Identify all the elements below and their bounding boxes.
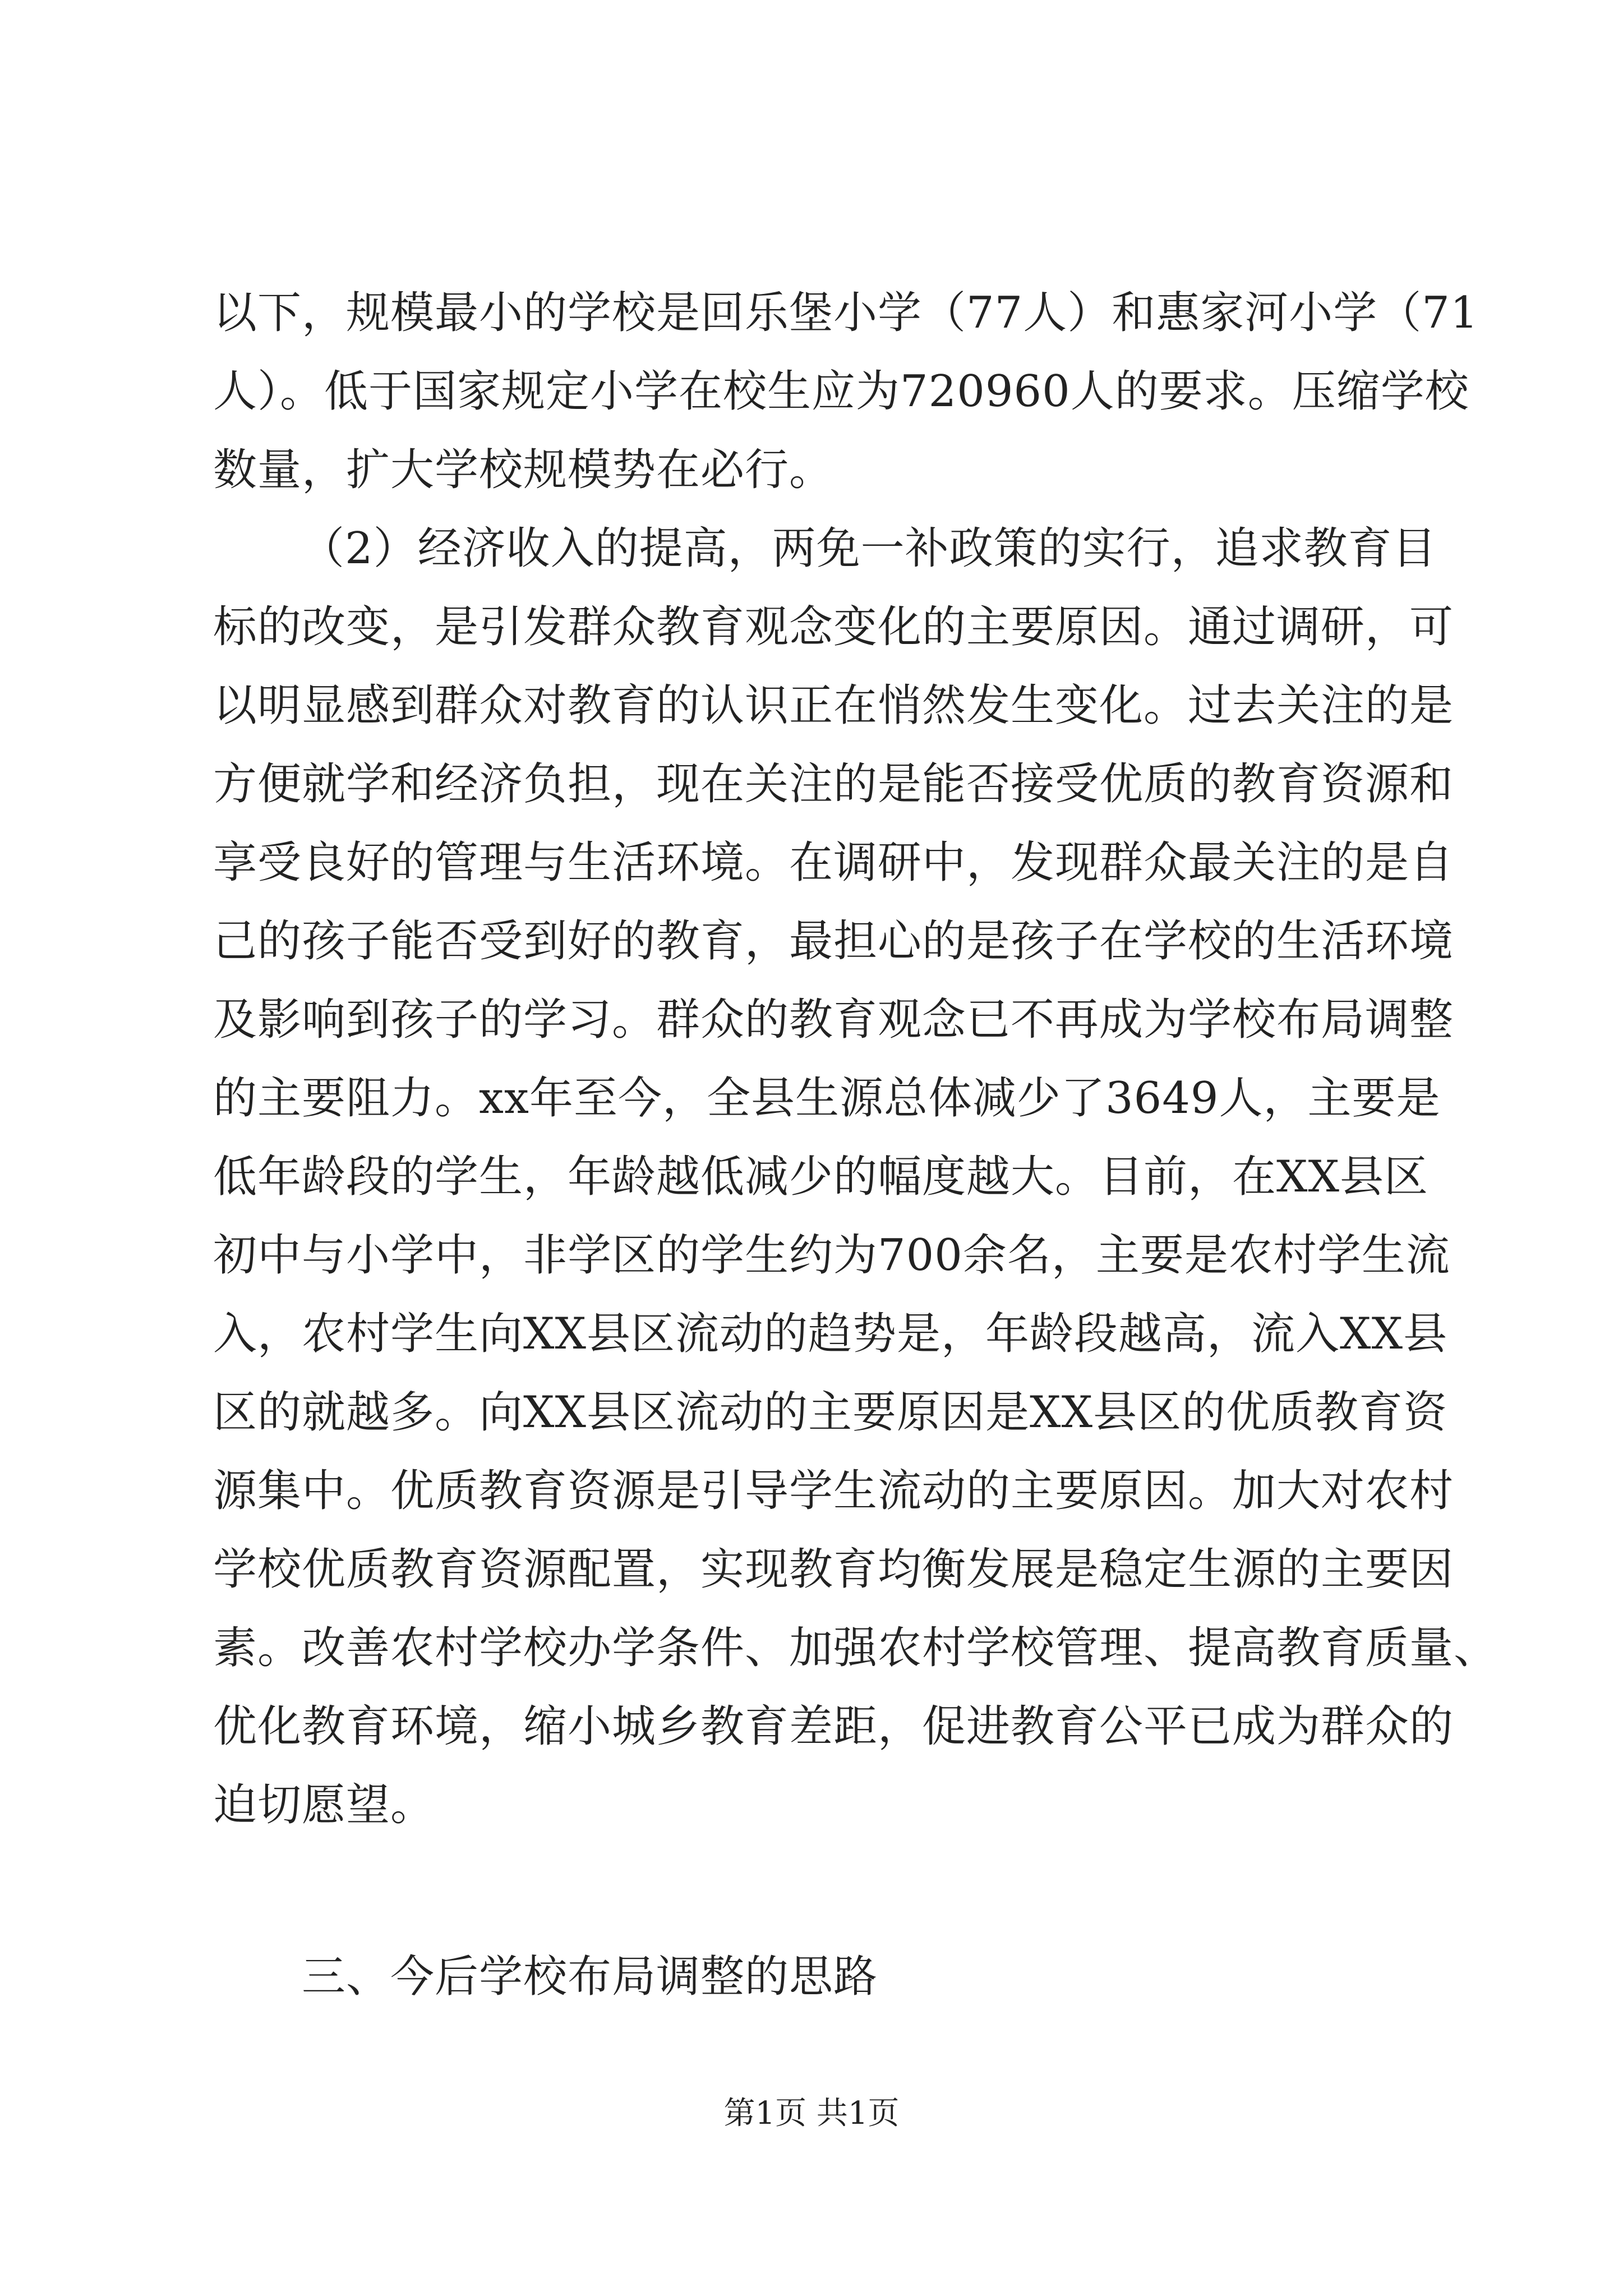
text-line: 区的就越多。向XX县区流动的主要原因是XX县区的优质教育资: [213, 1387, 1448, 1438]
text-line: 己的孩子能否受到好的教育，最担心的是孩子在学校的生活环境: [213, 916, 1454, 967]
text-line: 数量，扩大学校规模势在必行。: [213, 445, 834, 495]
text-line: 迫切愿望。: [213, 1780, 435, 1830]
text-line: 素。改善农村学校办学条件、加强农村学校管理、提高教育质量、: [213, 1623, 1498, 1673]
text-line: 标的改变，是引发群众教育观念变化的主要原因。通过调研，可: [213, 602, 1454, 652]
text-line: 入，农村学生向XX县区流动的趋势是，年龄段越高，流入XX县: [213, 1309, 1448, 1359]
text-line: 的主要阻力。xx年至今，全县生源总体减少了3649人，主要是: [213, 1073, 1441, 1124]
page-footer: 第1页 共1页: [723, 2095, 900, 2132]
text-line: 低年龄段的学生，年龄越低减少的幅度越大。目前，在XX县区: [213, 1152, 1429, 1202]
text-line: 优化教育环境，缩小城乡教育差距，促进教育公平已成为群众的: [213, 1701, 1454, 1752]
text-line: 初中与小学中，非学区的学生约为700余名，主要是农村学生流: [213, 1230, 1450, 1281]
paragraph-2: [213, 509, 1498, 1844]
text-line: 方便就学和经济负担，现在关注的是能否接受优质的教育资源和: [213, 759, 1454, 809]
text-line: （2）经济收入的提高，两免一补政策的实行，追求教育目: [301, 523, 1437, 574]
text-line: 及影响到孩子的学习。群众的教育观念已不再成为学校布局调整: [213, 995, 1454, 1045]
text-line: 学校优质教育资源配置，实现教育均衡发展是稳定生源的主要因: [213, 1544, 1454, 1595]
text-line: 源集中。优质教育资源是引导学生流动的主要原因。加大对农村: [213, 1466, 1454, 1516]
section-heading: 三、今后学校布局调整的思路: [302, 1952, 878, 2002]
text-line: 以下，规模最小的学校是回乐堡小学（77人）和惠家河小学（71: [213, 288, 1479, 338]
text-line: 人）。低于国家规定小学在校生应为720960人的要求。压缩学校: [213, 366, 1469, 417]
text-line: 以明显感到群众对教育的认识正在悄然发生变化。过去关注的是: [213, 680, 1454, 731]
document-body: [213, 274, 1498, 1844]
text-line: 享受良好的管理与生活环境。在调研中，发现群众最关注的是自: [213, 838, 1454, 888]
paragraph-1: [213, 274, 1479, 509]
